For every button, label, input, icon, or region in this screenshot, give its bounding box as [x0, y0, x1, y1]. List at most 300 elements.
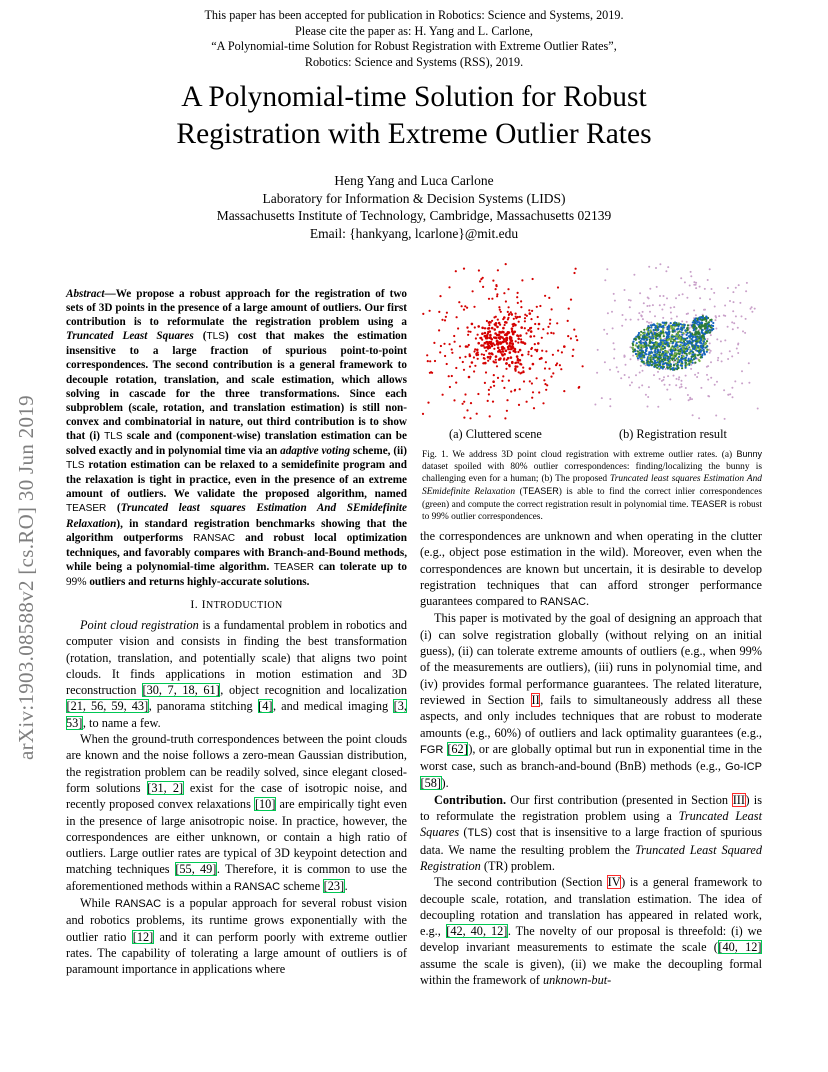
paper-title [0, 79, 828, 153]
scene-point [444, 319, 446, 321]
model-point [706, 351, 708, 353]
scene-point [538, 323, 541, 326]
model-point [673, 328, 675, 330]
text: , to name a few. [82, 715, 161, 730]
scene-point [536, 306, 538, 308]
model-point [647, 331, 649, 333]
outlier-point [647, 406, 649, 408]
outlier-point [657, 406, 659, 408]
scene-point [451, 352, 453, 354]
model-point [691, 338, 693, 340]
scene-point [463, 369, 465, 371]
scene-point [456, 316, 458, 318]
text: , panorama stitching [148, 699, 258, 714]
text: ) is to reformulate the registration problem using a [420, 792, 762, 824]
scene-point [474, 326, 476, 328]
scene-point [517, 338, 520, 341]
model-point [648, 364, 650, 366]
model-point [673, 339, 675, 341]
paragraph [66, 731, 407, 895]
model-point [667, 345, 669, 347]
paragraph [420, 792, 762, 874]
scene-point [496, 365, 498, 367]
scene-point [503, 387, 505, 389]
outlier-point [713, 292, 715, 294]
scene-point [468, 344, 470, 346]
abstract-term: adaptive voting [280, 445, 351, 458]
model-point [651, 339, 653, 341]
abstract-text: and robust local optimization techniques, and favorably compares with Branch-and-Bound methods, while being a polynomial-time algorithm. [66, 531, 407, 573]
citation-link[interactable]: [58] [420, 776, 441, 791]
scene-point [493, 374, 495, 376]
model-point [694, 336, 696, 338]
caption-text: ( [515, 487, 523, 497]
scene-point [494, 332, 497, 335]
scene-point [469, 366, 471, 368]
outlier-point [607, 312, 609, 314]
scene-point [530, 355, 532, 357]
section-number: I. [190, 596, 199, 611]
model-point [670, 354, 672, 356]
arxiv-stamp: arXiv:1903.08588v2 [cs.RO] 30 Jun 2019 [14, 395, 38, 760]
text: ). [441, 776, 449, 791]
scene-point [497, 346, 500, 349]
scene-point [517, 342, 519, 344]
scene-point [548, 297, 550, 299]
scene-point [573, 329, 575, 331]
scene-point [507, 318, 509, 320]
outlier-point [739, 302, 741, 304]
scene-point [485, 341, 487, 343]
notice-line: This paper has been accepted for publication in Robotics: Science and Systems, 2019. [204, 8, 624, 22]
abstract-acronym: TLS [66, 460, 85, 472]
abstract [66, 287, 407, 589]
acronym: RANSAC [234, 880, 281, 893]
paragraph [66, 617, 407, 731]
model-point [659, 364, 661, 366]
scene-point [502, 350, 505, 353]
scene-point [488, 389, 490, 391]
outlier-point [642, 370, 644, 372]
outlier-point [699, 297, 701, 299]
model-point [692, 351, 694, 353]
model-point [650, 329, 652, 331]
scene-point [519, 349, 522, 352]
outlier-point [737, 344, 739, 346]
citation-link[interactable]: [30, 7, 18, 61] [142, 683, 220, 698]
scene-point [511, 345, 513, 347]
outlier-point [665, 270, 667, 272]
outlier-point [635, 374, 637, 376]
model-point [708, 323, 710, 325]
outlier-point [686, 297, 688, 299]
outlier-point [744, 332, 746, 334]
outlier-point [716, 381, 718, 383]
outlier-point [653, 374, 655, 376]
outlier-point [659, 295, 661, 297]
scene-point [529, 380, 531, 382]
scene-point [455, 270, 457, 272]
outlier-point [694, 374, 696, 376]
model-point [637, 334, 639, 336]
scene-point [461, 305, 463, 307]
abstract-term: Truncated Least Squares [66, 330, 194, 343]
scene-point [507, 311, 509, 313]
scene-point [463, 309, 465, 311]
model-point [635, 353, 637, 355]
scene-point [459, 345, 461, 347]
outlier-point [748, 382, 750, 384]
model-point [678, 330, 680, 332]
model-point [699, 341, 701, 343]
outlier-point [720, 353, 722, 355]
scene-point [462, 403, 464, 405]
scene-point [509, 365, 511, 367]
section-title-initial: I [201, 596, 206, 611]
outlier-point [645, 364, 647, 366]
scene-point [495, 359, 497, 361]
outlier-point [663, 304, 665, 306]
model-point [656, 346, 658, 348]
scene-point [544, 295, 546, 297]
scene-point [488, 393, 490, 395]
scene-point [463, 417, 465, 419]
scene-point [515, 362, 517, 364]
model-point [640, 342, 642, 344]
citation-link[interactable]: [4] [258, 699, 273, 714]
outlier-point [682, 293, 684, 295]
model-point [673, 356, 675, 358]
model-point [640, 331, 642, 333]
text: exist for the case of isotropic noise, and recently proposed convex relaxations [66, 780, 407, 812]
scene-point [520, 306, 522, 308]
scene-point [545, 361, 547, 363]
model-point [664, 324, 666, 326]
scene-point [483, 354, 485, 356]
outlier-point [738, 284, 740, 286]
scene-point [514, 389, 516, 391]
scene-point [529, 335, 532, 338]
model-point [632, 342, 634, 344]
scene-point [464, 393, 466, 395]
outlier-point [597, 349, 599, 351]
outlier-point [708, 349, 710, 351]
outlier-point [670, 312, 672, 314]
outlier-point [614, 300, 616, 302]
scene-point [502, 347, 504, 349]
scene-point [542, 328, 544, 330]
scene-point [502, 375, 504, 377]
citation-link[interactable]: [40, 12] [718, 940, 762, 955]
scene-point [493, 385, 495, 387]
outlier-point [639, 372, 641, 374]
abstract-acronym: TEASER [273, 561, 315, 573]
model-point [680, 331, 682, 333]
scene-point [505, 300, 507, 302]
scene-point [532, 278, 534, 280]
model-point [688, 346, 690, 348]
outlier-point [669, 384, 671, 386]
scene-point [442, 394, 444, 396]
model-point [634, 349, 636, 351]
scene-point [545, 350, 547, 352]
scene-point [504, 321, 507, 324]
outlier-point [650, 322, 652, 324]
scene-point [531, 347, 533, 349]
model-point [677, 346, 679, 348]
subcaption-a: (a) Cluttered scene [449, 427, 542, 441]
model-point [682, 325, 684, 327]
model-point [671, 359, 673, 361]
scene-point [505, 349, 508, 352]
outlier-point [667, 375, 669, 377]
scene-point [478, 269, 480, 271]
scene-point [474, 348, 476, 350]
outlier-point [711, 288, 713, 290]
scene-point [575, 335, 577, 337]
scene-point [496, 295, 498, 297]
citation-link[interactable]: [3, 53] [66, 699, 407, 730]
text: Our first contribution (presented in Section [506, 792, 733, 807]
scene-point [488, 324, 490, 326]
scene-point [517, 292, 519, 294]
abstract-lead: Abstract [66, 288, 105, 300]
scene-point [444, 355, 446, 357]
citation-link[interactable]: [21, 56, 59, 43] [66, 699, 149, 714]
scene-point [487, 356, 490, 359]
model-point [655, 337, 657, 339]
caption-acronym: TEASER [691, 499, 728, 509]
scene-point [498, 333, 501, 336]
model-point [644, 336, 646, 338]
scene-point [487, 400, 489, 402]
scene-point [517, 351, 519, 353]
outlier-point [661, 309, 663, 311]
model-point [661, 354, 663, 356]
model-point [655, 362, 657, 364]
section-link[interactable]: III [732, 792, 745, 807]
model-point [658, 354, 660, 356]
model-point [640, 344, 642, 346]
abstract-text: ( [106, 502, 121, 515]
model-point [701, 345, 703, 347]
outlier-point [656, 286, 658, 288]
model-point [660, 330, 662, 332]
model-point [650, 326, 652, 328]
outlier-point [625, 364, 627, 366]
outlier-point [695, 314, 697, 316]
outlier-point [709, 268, 711, 270]
model-point [698, 352, 700, 354]
outlier-point [709, 352, 711, 354]
section-title-rest: NTRODUCTION [205, 599, 283, 611]
outlier-point [706, 374, 708, 376]
author-institute: Massachusetts Institute of Technology, Cambridge, Massachusetts 02139 [216, 208, 612, 223]
scene-point [523, 371, 525, 373]
model-point [648, 357, 650, 359]
abstract-text: —We propose a robust approach for the registration of two sets of 3D points in the presence of a large amount of outliers. Our first contribution is to reformulate the registration problem using a [66, 288, 407, 329]
scene-point [497, 319, 499, 321]
model-point [638, 332, 640, 334]
text: the correspondences are unknown and when operating in the clutter (e.g., object pose estimation in the wild). Moreover, even when the correspondences are known but uncertain, it is desirable to develop registration techniques that can afford stronger performance guarantees compared to [420, 529, 762, 609]
model-point [668, 366, 670, 368]
model-point [641, 353, 643, 355]
model-point [708, 325, 710, 327]
section-link[interactable]: IV [607, 875, 621, 890]
outlier-point [601, 397, 603, 399]
scene-point [495, 288, 497, 290]
outlier-point [733, 322, 735, 324]
model-point [650, 351, 652, 353]
outlier-point [686, 321, 688, 323]
scene-point [520, 326, 523, 329]
scene-point [512, 323, 514, 325]
outlier-point [715, 328, 717, 330]
model-point [647, 353, 649, 355]
scene-point [471, 361, 474, 364]
outlier-point [710, 377, 712, 379]
scene-point [457, 327, 459, 329]
citation-link[interactable]: [10] [254, 797, 276, 812]
model-point [662, 345, 664, 347]
model-point [692, 340, 694, 342]
model-point [684, 344, 686, 346]
model-point [639, 349, 641, 351]
text: scheme [280, 878, 324, 893]
model-point [655, 356, 657, 358]
model-point [694, 347, 696, 349]
model-point [643, 339, 645, 341]
outlier-point [727, 394, 729, 396]
outlier-point [609, 405, 611, 407]
scene-point [536, 350, 538, 352]
model-point [681, 352, 683, 354]
scene-point [469, 331, 471, 333]
outlier-point [630, 319, 632, 321]
model-point [659, 324, 661, 326]
scene-point [503, 338, 506, 341]
scene-point [549, 323, 551, 325]
scene-point [505, 362, 508, 365]
scene-point [480, 278, 482, 280]
citation-link[interactable]: [62] [447, 741, 468, 756]
outlier-point [724, 305, 726, 307]
model-point [698, 348, 700, 350]
model-point [712, 322, 714, 324]
outlier-point [645, 394, 647, 396]
outlier-point [741, 370, 743, 372]
citation-link[interactable]: [55, 49] [175, 862, 217, 877]
scene-point [527, 353, 529, 355]
scene-point [449, 386, 451, 388]
model-point [662, 326, 664, 328]
scene-point [556, 322, 558, 324]
model-point [640, 340, 642, 342]
outlier-point [690, 271, 692, 273]
scene-point [429, 360, 431, 362]
model-point [662, 339, 664, 341]
model-point [681, 361, 683, 363]
outlier-point [704, 288, 706, 290]
scene-point [510, 390, 512, 392]
scene-point [508, 344, 511, 347]
scene-point [524, 314, 526, 316]
scene-point [489, 415, 491, 417]
citation-link[interactable]: [31, 2] [147, 780, 184, 795]
outlier-point [731, 355, 733, 357]
scene-point [527, 329, 530, 332]
outlier-point [690, 275, 692, 277]
outlier-point [681, 320, 683, 322]
scene-point [476, 413, 478, 415]
citation-link[interactable]: [42, 40, 12] [446, 924, 508, 939]
scene-point [530, 327, 532, 329]
outlier-point [641, 384, 643, 386]
text: Point cloud registration [80, 617, 199, 632]
model-point [659, 335, 661, 337]
model-point [678, 338, 680, 340]
scene-point [519, 334, 522, 337]
scene-point [520, 338, 522, 340]
model-point [647, 325, 649, 327]
model-point [699, 322, 701, 324]
scene-point [497, 269, 499, 271]
model-point [635, 344, 637, 346]
outlier-point [675, 384, 677, 386]
scene-point [459, 357, 461, 359]
scene-point [530, 318, 532, 320]
section-link[interactable]: II [531, 692, 540, 707]
scene-point [508, 306, 510, 308]
model-point [686, 350, 688, 352]
citation-link[interactable]: [23] [323, 878, 345, 893]
model-point [656, 354, 658, 356]
outlier-point [649, 288, 651, 290]
scene-point [522, 341, 525, 344]
outlier-point [698, 417, 700, 419]
outlier-point [611, 311, 613, 313]
model-point [683, 341, 685, 343]
model-point [669, 338, 671, 340]
model-point [689, 349, 691, 351]
model-point [671, 326, 673, 328]
model-point [668, 333, 670, 335]
scene-point [529, 312, 532, 315]
abstract-text: outliers and returns highly-accurate solutions. [86, 575, 310, 588]
model-point [689, 352, 691, 354]
outlier-point [690, 368, 692, 370]
text: , fails to simultaneously address all these aspects, and only includes techniques that are robust to moderate amounts (e.g., 60%) of outliers and lack optimality guarantees (e.g., [420, 692, 762, 740]
model-point [649, 340, 651, 342]
scene-point [499, 309, 501, 311]
scene-point [526, 401, 528, 403]
model-point [696, 322, 698, 324]
model-point [702, 317, 704, 319]
model-point [672, 336, 674, 338]
scene-point [489, 330, 492, 333]
outlier-point [732, 328, 734, 330]
scene-point [532, 391, 534, 393]
outlier-point [727, 358, 729, 360]
scene-point [495, 284, 497, 286]
outlier-point [638, 312, 640, 314]
citation-link[interactable]: [12] [132, 929, 154, 944]
outlier-point [710, 361, 712, 363]
scene-point [479, 337, 481, 339]
model-point [695, 328, 697, 330]
scene-point [491, 345, 494, 348]
scene-point [538, 391, 540, 393]
